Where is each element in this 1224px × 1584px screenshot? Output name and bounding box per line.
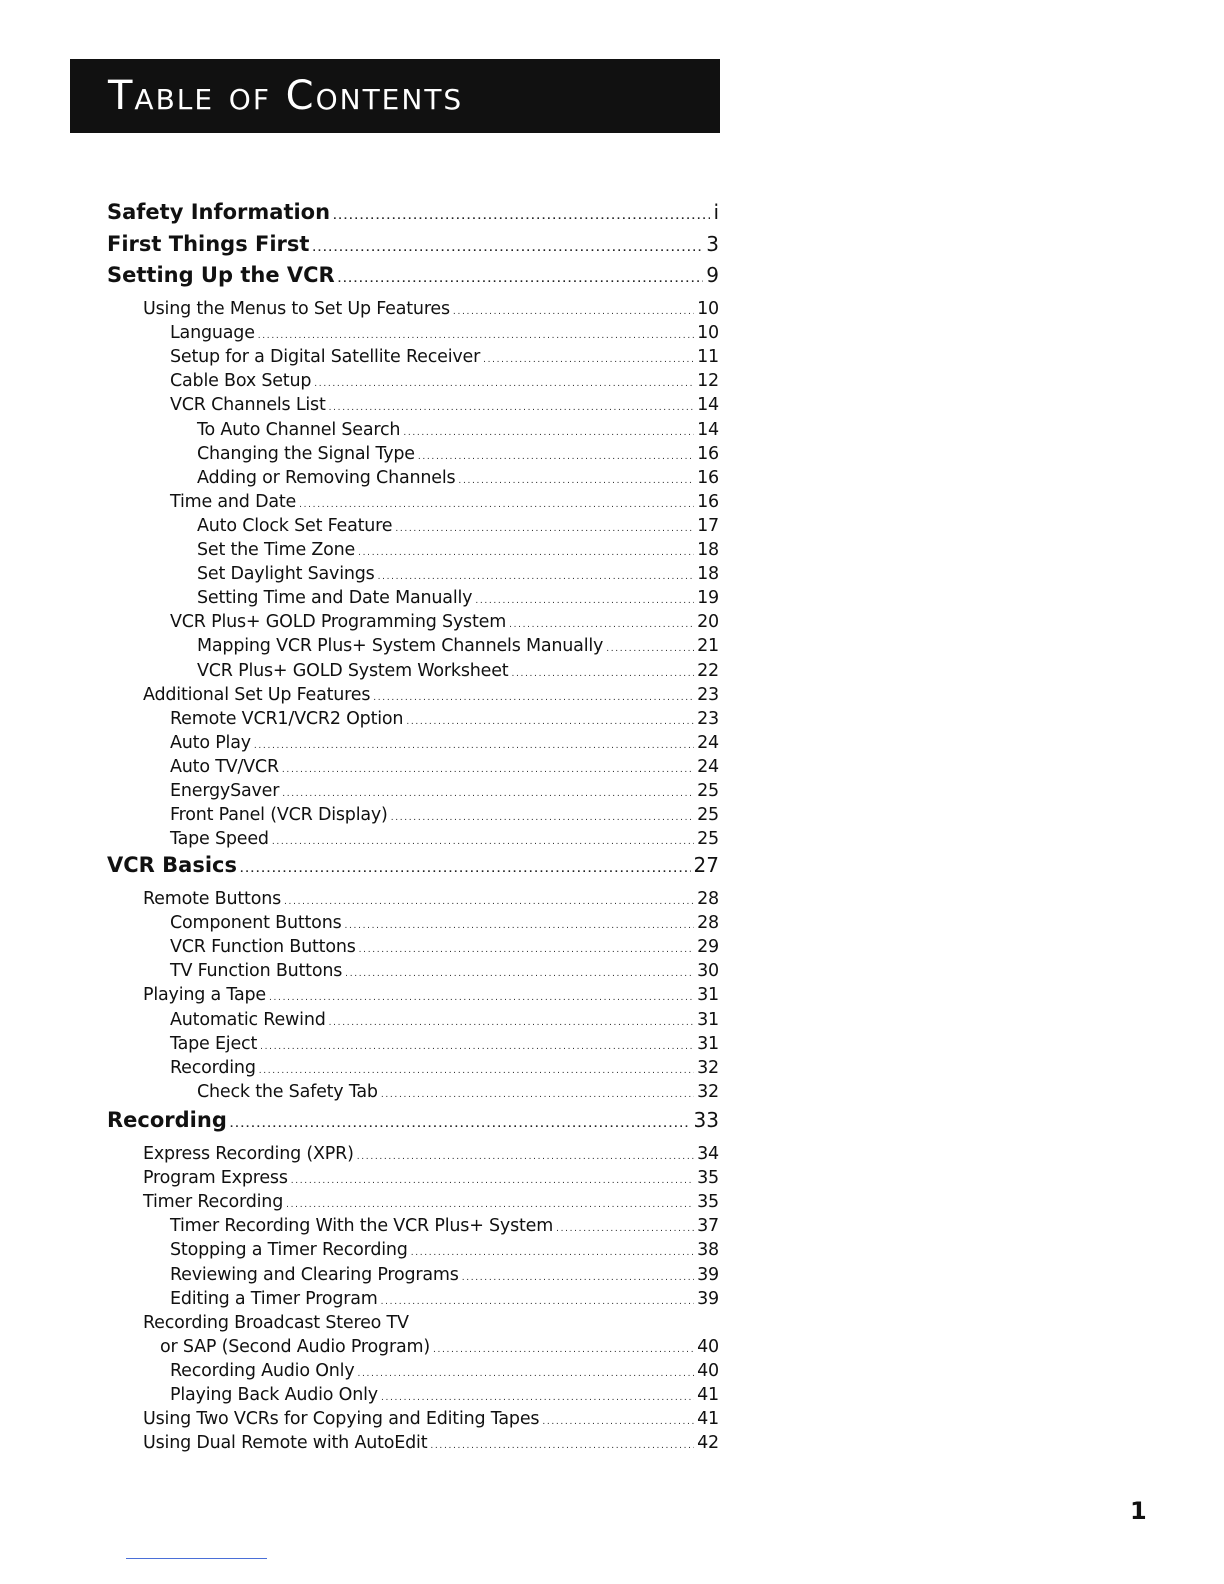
toc-entry-page: 28 xyxy=(697,913,719,934)
dot-leader xyxy=(286,1192,694,1212)
dot-leader xyxy=(357,1361,694,1381)
toc-entry-page: 11 xyxy=(697,347,719,368)
toc-entry-page: 41 xyxy=(697,1409,719,1430)
toc-entry-title: Using the Menus to Set Up Features xyxy=(143,299,450,319)
toc-entry-title: Mapping VCR Plus+ System Channels Manually xyxy=(197,636,604,657)
toc-entry-page: 30 xyxy=(697,961,719,982)
dot-leader xyxy=(333,200,710,224)
toc-entry xyxy=(170,1385,719,1405)
toc-entry-title: Express Recording (XPR) xyxy=(143,1144,354,1164)
toc-entry-title: Cable Box Setup xyxy=(170,371,312,392)
dot-leader xyxy=(458,468,694,488)
toc-entry-page: 23 xyxy=(697,708,719,729)
toc-entry-page: 35 xyxy=(697,1192,719,1213)
toc-entry xyxy=(170,805,719,825)
toc-entry xyxy=(143,685,719,705)
dot-leader xyxy=(358,540,694,560)
toc-entry-page: 31 xyxy=(697,985,719,1006)
dot-leader xyxy=(542,1409,694,1429)
toc-entry-title: VCR Basics xyxy=(107,853,237,877)
dot-leader xyxy=(418,444,694,464)
toc-entry-page: 16 xyxy=(697,443,719,464)
dot-leader xyxy=(258,323,694,343)
toc-entry-page: 23 xyxy=(697,684,719,705)
dot-leader xyxy=(230,1108,691,1132)
toc-entry-page: 19 xyxy=(697,588,719,609)
toc-entry-page: 25 xyxy=(697,829,719,850)
toc-entry-page: 18 xyxy=(697,540,719,560)
toc-entry xyxy=(197,588,719,608)
toc-entry-page: 22 xyxy=(697,660,719,681)
toc-entry-page: 10 xyxy=(697,299,719,319)
toc-entry-title: Timer Recording xyxy=(143,1192,284,1213)
toc-entry-page: 24 xyxy=(697,732,719,753)
dot-leader xyxy=(511,661,694,681)
toc-entry-continuation xyxy=(160,1337,719,1357)
toc-entry-title: Playing a Tape xyxy=(143,985,266,1006)
dot-leader xyxy=(395,516,694,536)
toc-entry xyxy=(170,1058,719,1078)
toc-entry-title: Language xyxy=(170,323,255,344)
dot-leader xyxy=(483,347,694,367)
dot-leader xyxy=(381,1289,695,1309)
toc-entry-title: EnergySaver xyxy=(170,781,280,801)
dot-leader xyxy=(345,961,694,981)
toc-entry-title: Auto Play xyxy=(170,732,251,753)
toc-section xyxy=(107,853,719,877)
toc-entry xyxy=(170,1010,719,1030)
toc-entry xyxy=(170,1216,719,1236)
toc-entry xyxy=(143,1433,719,1453)
toc-entry-page: 39 xyxy=(697,1288,719,1309)
dot-leader xyxy=(269,985,694,1005)
toc-entry-title: Playing Back Audio Only xyxy=(170,1385,378,1405)
toc-entry xyxy=(170,612,719,632)
dot-leader xyxy=(282,781,694,801)
toc-entry-title: Recording Audio Only xyxy=(170,1360,355,1381)
page-number: 1 xyxy=(1130,1497,1147,1525)
dot-leader xyxy=(345,913,695,933)
toc-entry-page: 17 xyxy=(697,515,719,536)
toc-entry-title: First Things First xyxy=(107,232,310,256)
dot-leader xyxy=(314,371,694,391)
toc-entry-page: 39 xyxy=(697,1264,719,1285)
toc-entry xyxy=(170,829,719,849)
toc-entry xyxy=(170,1265,719,1285)
toc-entry-title: VCR Function Buttons xyxy=(170,937,356,958)
toc-entry-page: 38 xyxy=(697,1240,719,1261)
dot-leader xyxy=(430,1433,694,1453)
toc-entry-page: 9 xyxy=(706,263,719,287)
toc-entry xyxy=(170,913,719,933)
toc-entry xyxy=(197,516,719,536)
toc-entry-title: Stopping a Timer Recording xyxy=(170,1240,408,1261)
dot-leader xyxy=(329,395,694,415)
toc-entry xyxy=(197,1082,719,1102)
toc-entry-title: Recording xyxy=(170,1057,256,1078)
toc-entry xyxy=(197,420,719,440)
dot-leader xyxy=(381,1082,694,1102)
dot-leader xyxy=(556,1216,694,1236)
dot-leader xyxy=(462,1265,694,1285)
toc-entry-page: 24 xyxy=(697,756,719,777)
dot-leader xyxy=(254,733,694,753)
toc-entry-title: Front Panel (VCR Display) xyxy=(170,805,388,826)
toc-entry-page: 29 xyxy=(697,937,719,958)
toc-entry-title: Set the Time Zone xyxy=(197,540,356,560)
toc-entry-title: Auto TV/VCR xyxy=(170,756,279,777)
footer-rule xyxy=(126,1558,267,1559)
toc-entry-page: 12 xyxy=(697,371,719,392)
toc-entry-title: Setup for a Digital Satellite Receiver xyxy=(170,347,481,368)
toc-entry-title: Automatic Rewind xyxy=(170,1009,326,1030)
toc-entry-title: Auto Clock Set Feature xyxy=(197,515,393,536)
toc-entry xyxy=(170,961,719,981)
toc-entry-page: 35 xyxy=(697,1168,719,1189)
toc-entry-title: VCR Plus+ GOLD System Worksheet xyxy=(197,660,509,681)
toc-entry xyxy=(197,661,719,681)
toc-entry-page: 14 xyxy=(697,419,719,440)
toc-entry-page: 25 xyxy=(697,781,719,801)
toc-entry-page: 16 xyxy=(697,467,719,488)
toc-entry-title: Program Express xyxy=(143,1168,288,1189)
toc-entry-page: 21 xyxy=(697,636,719,657)
toc-entry-title: Timer Recording With the VCR Plus+ System xyxy=(170,1216,554,1237)
toc-entry xyxy=(170,757,719,777)
toc-entry xyxy=(197,468,719,488)
toc-entry-title: To Auto Channel Search xyxy=(197,419,401,440)
toc-entry-title: Component Buttons xyxy=(170,913,342,934)
toc-entry xyxy=(170,1361,719,1381)
toc-entry-title: Tape Eject xyxy=(170,1033,258,1054)
toc-entry xyxy=(143,299,719,319)
toc-entry xyxy=(143,1168,719,1188)
dot-leader xyxy=(282,757,694,777)
toc-entry xyxy=(170,733,719,753)
dot-leader xyxy=(475,588,694,608)
dot-leader xyxy=(260,1034,694,1054)
toc-entry-title: Editing a Timer Program xyxy=(170,1288,378,1309)
toc-entry-title: Check the Safety Tab xyxy=(197,1081,378,1102)
toc-entry xyxy=(197,636,719,656)
toc-section xyxy=(107,1108,719,1132)
toc-entry-title: Additional Set Up Features xyxy=(143,684,371,705)
toc-entry-title: Set Daylight Savings xyxy=(197,564,375,585)
toc-entry-page: 37 xyxy=(697,1216,719,1237)
dot-leader xyxy=(453,299,694,319)
dot-leader xyxy=(509,612,694,632)
toc-entry xyxy=(170,395,719,415)
dot-leader xyxy=(359,937,694,957)
dot-leader xyxy=(312,232,703,256)
toc-entry xyxy=(170,323,719,343)
toc-entry xyxy=(170,781,719,801)
toc-entry-page: 28 xyxy=(697,889,719,909)
dot-leader xyxy=(291,1168,694,1188)
toc-entry xyxy=(170,1034,719,1054)
toc-entry xyxy=(143,889,719,909)
toc-entry-page: 33 xyxy=(693,1108,719,1132)
toc-entry-title: Setting Time and Date Manually xyxy=(197,588,473,609)
toc-entry-title: Reviewing and Clearing Programs xyxy=(170,1264,459,1285)
toc-entry xyxy=(197,564,719,584)
dot-leader xyxy=(406,709,694,729)
dot-leader xyxy=(259,1058,694,1078)
toc-entry xyxy=(143,1192,719,1212)
toc-entry-page: 40 xyxy=(697,1360,719,1381)
toc-entry xyxy=(143,985,719,1005)
dot-leader xyxy=(272,829,694,849)
dot-leader xyxy=(299,492,694,512)
toc-entry-title: Time and Date xyxy=(170,491,297,512)
toc-entry-title: Using Two VCRs for Copying and Editing Tapes xyxy=(143,1409,540,1430)
dot-leader xyxy=(357,1144,694,1164)
toc-entry-page: 32 xyxy=(697,1081,719,1102)
dot-leader xyxy=(403,420,694,440)
toc-entry xyxy=(170,1289,719,1309)
toc-entry-title: Adding or Removing Channels xyxy=(197,467,456,488)
dot-leader xyxy=(373,685,694,705)
toc-entry-title: TV Function Buttons xyxy=(170,961,343,982)
dot-leader xyxy=(240,853,691,877)
toc-entry-title: Remote VCR1/VCR2 Option xyxy=(170,708,404,729)
toc-entry-page: 16 xyxy=(697,491,719,512)
dot-leader xyxy=(411,1240,694,1260)
toc-entry-page: 20 xyxy=(697,612,719,633)
toc-entry-title: VCR Plus+ GOLD Programming System xyxy=(170,612,507,633)
toc-entry xyxy=(143,1409,719,1429)
dot-leader xyxy=(329,1010,695,1030)
toc-entry-page: 3 xyxy=(706,232,719,256)
dot-leader xyxy=(284,889,694,909)
toc-entry-title: or SAP (Second Audio Program) xyxy=(160,1336,430,1357)
toc-entry-title: Setting Up the VCR xyxy=(107,263,335,287)
toc-section xyxy=(107,263,719,287)
toc-section xyxy=(107,232,719,256)
toc-entry xyxy=(170,492,719,512)
toc-section xyxy=(107,200,719,224)
toc-entry-page: 27 xyxy=(693,853,719,877)
toc-entry-page: 32 xyxy=(697,1057,719,1078)
toc-entry-title: Safety Information xyxy=(107,200,331,224)
toc-entry xyxy=(170,1240,719,1260)
toc-entry-page: 18 xyxy=(697,564,719,585)
toc-entry-page: 41 xyxy=(697,1385,719,1405)
toc-entry xyxy=(170,347,719,367)
dot-leader xyxy=(391,805,694,825)
toc-entry xyxy=(170,937,719,957)
toc-entry-page: 10 xyxy=(697,323,719,344)
dot-leader xyxy=(606,636,694,656)
toc-entry-page: i xyxy=(713,200,719,224)
dot-leader xyxy=(378,564,695,584)
toc-entry-page: 42 xyxy=(697,1433,719,1454)
toc-entry-title: Changing the Signal Type xyxy=(197,443,415,464)
toc-entry-page: 25 xyxy=(697,805,719,826)
toc-entry-page: 31 xyxy=(697,1033,719,1054)
toc-entry-title: Using Dual Remote with AutoEdit xyxy=(143,1433,428,1454)
toc-entry xyxy=(170,709,719,729)
toc-entry xyxy=(170,371,719,391)
toc-entry-title: Recording Broadcast Stereo TV xyxy=(143,1312,409,1333)
toc-entry xyxy=(197,444,719,464)
toc-entry-page: 31 xyxy=(697,1009,719,1030)
toc-entry-page: 34 xyxy=(697,1144,719,1164)
toc-entry-title: Remote Buttons xyxy=(143,889,282,909)
toc-entry-page: 40 xyxy=(697,1336,719,1357)
toc-entry-title: VCR Channels List xyxy=(170,395,326,416)
page-title: Table of Contents xyxy=(108,73,464,119)
dot-leader xyxy=(433,1337,694,1357)
dot-leader xyxy=(338,263,704,287)
toc-entry xyxy=(197,540,719,560)
toc-entry-page: 14 xyxy=(697,395,719,416)
toc-entry-title: Recording xyxy=(107,1108,227,1132)
toc-entry-title: Tape Speed xyxy=(170,829,269,850)
toc-entry xyxy=(143,1144,719,1164)
toc-entry xyxy=(143,1313,719,1333)
dot-leader xyxy=(381,1385,694,1405)
